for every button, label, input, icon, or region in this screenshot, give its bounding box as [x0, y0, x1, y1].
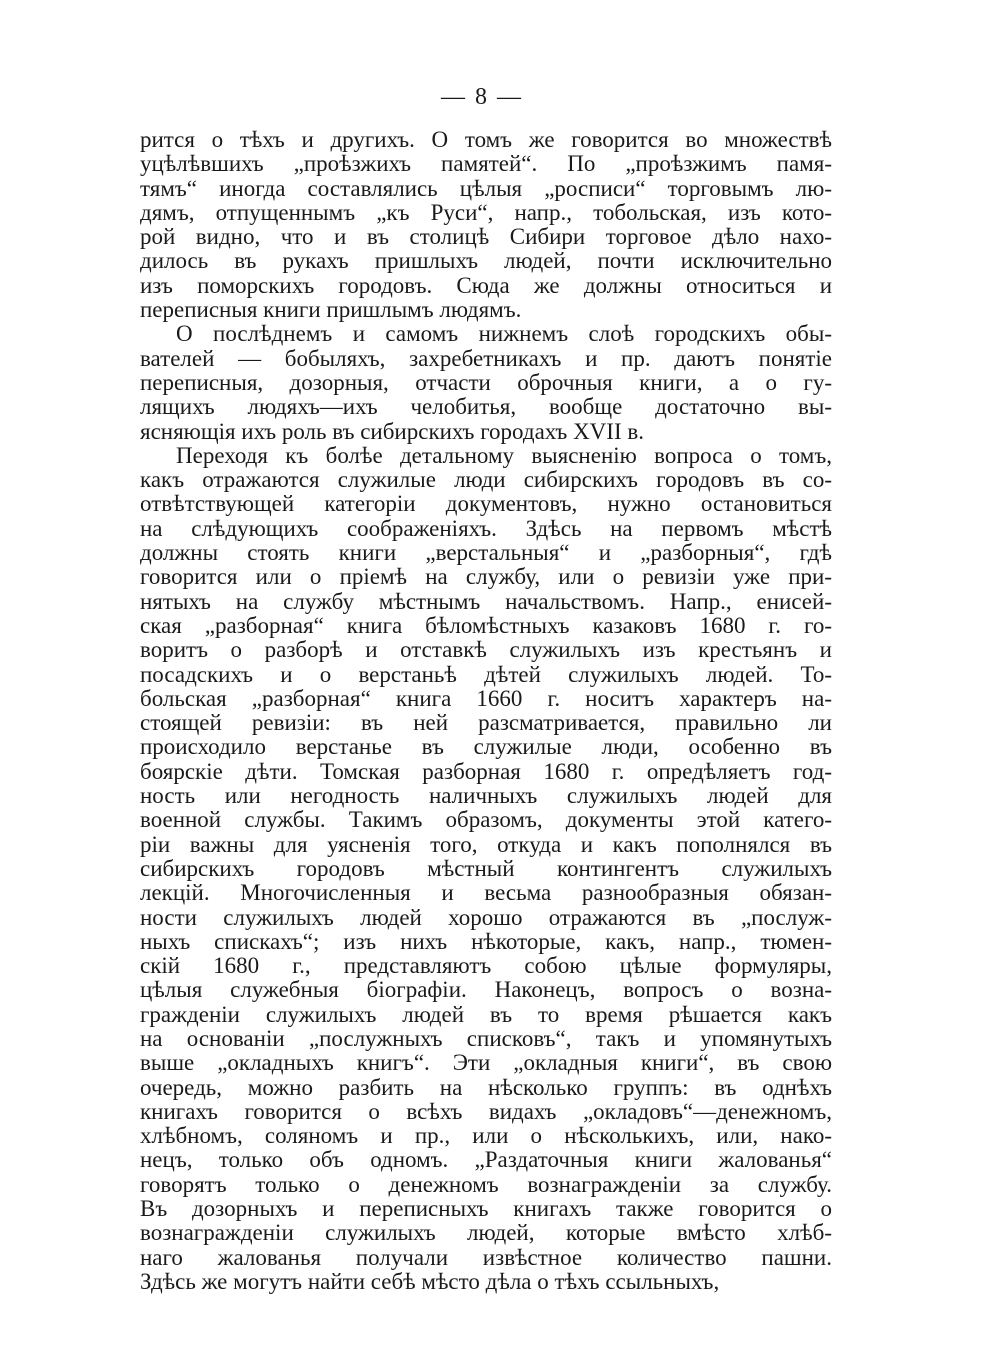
- text-line: отвѣтствующей категоріи документовъ, нужно остановиться: [140, 491, 832, 517]
- text-line: выше „окладныхъ книгъ“. Эти „окладныя книги“, въ свою: [140, 1050, 832, 1076]
- body-text: [140, 128, 832, 1294]
- text-line: хлѣбномъ, соляномъ и пр., или о нѣсколькихъ, или, нако-: [140, 1123, 832, 1149]
- text-line: ская „разборная“ книга бѣломѣстныхъ казаковъ 1680 г. го-: [140, 612, 832, 638]
- text-line: воритъ о разборѣ и отставкѣ служилыхъ изъ крестьянъ и: [140, 637, 832, 663]
- text-line: переписныя книги пришлымъ людямъ.: [140, 297, 522, 323]
- text-line: Здѣсь же могутъ найти себѣ мѣсто дѣла о тѣхъ ссыльныхъ,: [140, 1268, 720, 1294]
- text-line: сибирскихъ городовъ мѣстный контингентъ служилыхъ: [140, 855, 832, 881]
- text-line: вознагражденіи служилыхъ людей, которые вмѣсто хлѣб-: [140, 1220, 832, 1246]
- text-line: посадскихъ и о верстаньѣ дѣтей служилыхъ людей. То-: [140, 661, 832, 687]
- text-line: стоящей ревизіи: въ ней разсматривается, правильно ли: [140, 710, 832, 736]
- text-line: Въ дозорныхъ и переписныхъ книгахъ также говорится о: [140, 1196, 832, 1222]
- text-line: ріи важны для уясненія того, откуда и какъ пополнялся въ: [140, 831, 832, 857]
- text-line: изъ поморскихъ городовъ. Сюда же должны относиться и: [140, 272, 832, 298]
- text-line: нецъ, только объ одномъ. „Раздаточныя книги жалованья“: [140, 1147, 832, 1173]
- text-line: ясняющія ихъ роль въ сибирскихъ городахъ XVII в.: [140, 418, 644, 444]
- text-line: ность или негодность наличныхъ служилыхъ людей для: [140, 783, 832, 809]
- text-line: говорятъ только о денежномъ вознагражденіи за службу.: [140, 1171, 832, 1197]
- paragraph: [140, 128, 832, 322]
- text-line: переписныя, дозорныя, отчасти оброчныя книги, а о гу-: [140, 369, 832, 395]
- text-line: О послѣднемъ и самомъ нижнемъ слоѣ городскихъ обы-: [176, 321, 832, 347]
- text-line: книгахъ говорится о всѣхъ видахъ „окладовъ“—денежномъ,: [140, 1098, 832, 1124]
- text-line: нятыхъ на службу мѣстнымъ начальствомъ. Напр., енисей-: [140, 588, 832, 614]
- text-line: какъ отражаются служилые люди сибирскихъ городовъ въ со-: [140, 467, 832, 493]
- text-line: тямъ“ иногда составлялись цѣлыя „росписи“ торговымъ лю-: [140, 175, 832, 201]
- text-line: военной службы. Такимъ образомъ, документы этой катего-: [140, 807, 832, 833]
- text-line: происходило верстанье въ служилые люди, особенно въ: [140, 734, 832, 760]
- text-line: ныхъ спискахъ“; изъ нихъ нѣкоторые, какъ, напр., тюмен-: [140, 928, 832, 954]
- text-line: рится о тѣхъ и другихъ. О томъ же говорится во множествѣ: [140, 127, 832, 152]
- text-line: уцѣлѣвшихъ „проѣзжихъ памятей“. По „проѣзжимъ памя-: [140, 151, 832, 177]
- text-line: очередь, можно разбить на нѣсколько группъ: въ однѣхъ: [140, 1074, 832, 1100]
- text-line: ности служилыхъ людей хорошо отражаются въ „послуж-: [140, 904, 832, 930]
- text-line: Переходя къ болѣе детальному выясненію вопроса о томъ,: [176, 442, 832, 468]
- page-number: — 8 —: [441, 84, 523, 110]
- text-line: боярскіе дѣти. Томская разборная 1680 г. опредѣляетъ год-: [140, 758, 832, 784]
- text-line: дилось въ рукахъ пришлыхъ людей, почти исключительно: [140, 248, 832, 274]
- text-line: скій 1680 г., представляютъ собою цѣлые формуляры,: [140, 953, 832, 979]
- text-line: цѣлыя служебныя біографіи. Наконецъ, вопросъ о возна-: [140, 977, 832, 1003]
- text-line: больская „разборная“ книга 1660 г. носитъ характеръ на-: [140, 685, 832, 711]
- text-line: наго жалованья получали извѣстное количество пашни.: [140, 1244, 832, 1270]
- text-line: на слѣдующихъ соображеніяхъ. Здѣсь на первомъ мѣстѣ: [140, 515, 832, 541]
- paragraph: [140, 444, 832, 1294]
- paragraph: [140, 322, 832, 443]
- text-line: вателей — бобыляхъ, захребетникахъ и пр. даютъ понятіе: [140, 345, 832, 371]
- text-line: гражденіи служилыхъ людей въ то время рѣшается какъ: [140, 1001, 832, 1027]
- text-line: лекцій. Многочисленныя и весьма разнообразныя обязан-: [140, 880, 832, 906]
- text-line: лящихъ людяхъ—ихъ челобитья, вообще достаточно вы-: [140, 394, 832, 420]
- text-line: рой видно, что и въ столицѣ Сибири торговое дѣло нахо-: [140, 224, 832, 250]
- text-line: на основаніи „послужныхъ списковъ“, такъ и упомянутыхъ: [140, 1025, 832, 1051]
- text-line: должны стоять книги „верстальныя“ и „разборныя“, гдѣ: [140, 540, 832, 566]
- text-line: дямъ, отпущеннымъ „къ Руси“, напр., тобольская, изъ кото-: [140, 199, 832, 225]
- text-line: говорится или о пріемѣ на службу, или о ревизіи уже при-: [140, 564, 832, 590]
